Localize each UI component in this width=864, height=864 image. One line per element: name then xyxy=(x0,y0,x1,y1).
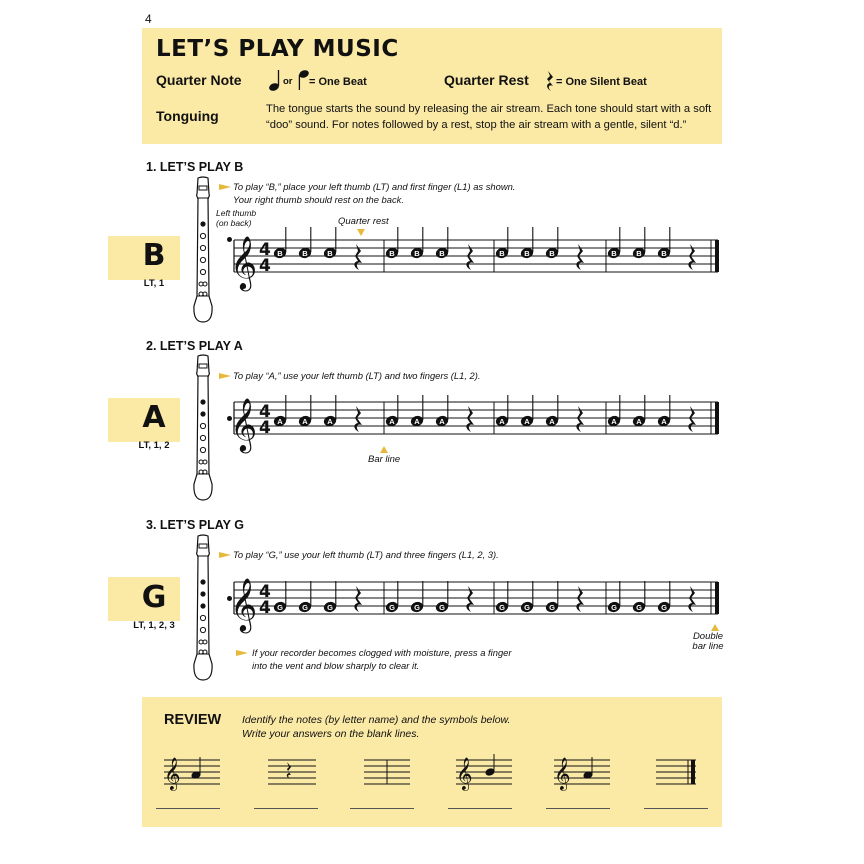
fingering-a: LT, 1, 2 xyxy=(138,440,170,451)
staff-b xyxy=(228,226,724,306)
answer-line-6[interactable] xyxy=(644,808,708,809)
review-item-2 xyxy=(268,760,316,784)
quarter-note-stem-down-icon xyxy=(296,68,310,92)
big-letter-g: G xyxy=(141,580,167,615)
review-item-5 xyxy=(554,757,610,791)
note-letter: G xyxy=(327,602,333,612)
annotation-double-bar-line2: bar line xyxy=(692,641,724,652)
review-item-4 xyxy=(456,754,512,791)
recorder-icon xyxy=(189,354,217,502)
time-signature-top: 4 xyxy=(259,402,271,422)
note-letter: G xyxy=(389,602,395,612)
answer-line-4[interactable] xyxy=(448,808,512,809)
time-signature-top: 4 xyxy=(259,240,271,260)
fingering-b: LT, 1 xyxy=(143,278,165,289)
page-number: 4 xyxy=(145,12,152,26)
note-letter: A xyxy=(389,416,395,426)
answer-line-2[interactable] xyxy=(254,808,318,809)
thumb-note-line1: Left thumb xyxy=(216,208,257,218)
note-letter: B xyxy=(414,248,420,258)
note-letter: A xyxy=(302,416,308,426)
svg-text:𝄞: 𝄞 xyxy=(164,757,181,790)
note-letter: G xyxy=(636,602,642,612)
note-letter: G xyxy=(499,602,505,612)
note-letter: B xyxy=(499,248,505,258)
review-instruction-line1: Identify the notes (by letter name) and the symbols below. xyxy=(242,714,511,726)
note-letter: B xyxy=(439,248,445,258)
tonguing-label: Tonguing xyxy=(156,108,219,124)
note-letter: B xyxy=(636,248,642,258)
staff-g xyxy=(228,568,724,648)
quarter-note-icon xyxy=(268,68,282,92)
note-letter: A xyxy=(277,416,283,426)
annotation-bar-line: Bar line xyxy=(368,454,401,465)
note-letter: G xyxy=(302,602,308,612)
note-letter: A xyxy=(439,416,445,426)
note-letter: B xyxy=(389,248,395,258)
note-letter: B xyxy=(302,248,308,258)
note-letter: G xyxy=(549,602,555,612)
note-letter: G xyxy=(524,602,530,612)
time-signature-bottom: 4 xyxy=(259,598,271,618)
fingering-g: LT, 1, 2, 3 xyxy=(133,620,175,631)
review-symbols xyxy=(160,748,720,798)
note-letter: A xyxy=(611,416,617,426)
annotation-arrow-icon xyxy=(711,624,719,631)
section-title-a: 2. LET’S PLAY A xyxy=(146,339,243,353)
note-letter: G xyxy=(661,602,667,612)
note-letter: A xyxy=(327,416,333,426)
big-letter-a: A xyxy=(142,400,166,435)
quarter-note-label: Quarter Note xyxy=(156,72,242,88)
treble-clef-icon: 𝄞 xyxy=(230,577,258,631)
review-title: REVIEW xyxy=(164,712,222,728)
note-letter: B xyxy=(524,248,530,258)
time-signature-bottom: 4 xyxy=(259,256,271,276)
time-signature-bottom: 4 xyxy=(259,418,271,438)
answer-line-5[interactable] xyxy=(546,808,610,809)
note-letter: A xyxy=(636,416,642,426)
note-letter: B xyxy=(277,248,283,258)
review-item-6 xyxy=(656,760,696,784)
note-letter: B xyxy=(327,248,333,258)
note-letter: A xyxy=(549,416,555,426)
instruction-a-line1: To play “A,” use your left thumb (LT) and two fingers (L1, 2). xyxy=(233,370,481,381)
review-item-3 xyxy=(364,760,410,784)
note-letter: B xyxy=(661,248,667,258)
tip-line1: If your recorder becomes clogged with moisture, press a finger xyxy=(252,647,512,658)
note-letter: G xyxy=(611,602,617,612)
quarter-rest-label: Quarter Rest xyxy=(444,72,529,88)
pointer-arrow-icon xyxy=(219,183,231,191)
instruction-b-line2: Your right thumb should rest on the back. xyxy=(233,194,404,205)
review-item-1 xyxy=(164,757,220,791)
annotation-arrow-icon xyxy=(380,446,388,453)
page-title: LET’S PLAY MUSIC xyxy=(156,36,399,62)
recorder-icon xyxy=(189,534,217,682)
instruction-g-line1: To play “G,” use your left thumb (LT) and three fingers (L1, 2, 3). xyxy=(233,549,499,560)
quarter-note-definition: = One Beat xyxy=(309,76,367,88)
treble-clef-icon: 𝄞 xyxy=(230,235,258,289)
note-letter: G xyxy=(414,602,420,612)
answer-line-1[interactable] xyxy=(156,808,220,809)
staff-a xyxy=(228,388,724,468)
quarter-note-or: or xyxy=(283,76,293,87)
pointer-arrow-icon xyxy=(219,372,231,380)
section-title-b: 1. LET’S PLAY B xyxy=(146,160,244,174)
note-letter: G xyxy=(439,602,445,612)
answer-line-3[interactable] xyxy=(350,808,414,809)
note-letter: A xyxy=(524,416,530,426)
tip-line2: into the vent and blow sharply to clear it. xyxy=(252,660,420,671)
section-title-g: 3. LET’S PLAY G xyxy=(146,518,244,532)
instruction-b-line1: To play “B,” place your left thumb (LT) and first finger (L1) as shown. xyxy=(233,181,516,192)
big-letter-b: B xyxy=(142,238,166,273)
pointer-arrow-icon xyxy=(219,551,231,559)
tonguing-text: The tongue starts the sound by releasing the air stream. Each tone should start with a soft “doo” sound. For notes followed by a rest, stop the air stream with a gentle, silent “d.” xyxy=(266,103,712,131)
quarter-rest-definition: = One Silent Beat xyxy=(556,76,647,88)
time-signature-top: 4 xyxy=(259,582,271,602)
note-letter: B xyxy=(549,248,555,258)
review-instruction xyxy=(242,713,510,741)
recorder-icon xyxy=(189,176,217,324)
svg-text:𝄞: 𝄞 xyxy=(554,757,571,790)
note-letter: A xyxy=(661,416,667,426)
annotation-double-bar-line1: Double xyxy=(692,631,724,642)
note-letter: A xyxy=(414,416,420,426)
annotation-quarter-rest: Quarter rest xyxy=(338,216,389,227)
svg-text:𝄞: 𝄞 xyxy=(456,757,473,790)
note-letter: G xyxy=(277,602,283,612)
treble-clef-icon: 𝄞 xyxy=(230,397,258,451)
note-letter: B xyxy=(611,248,617,258)
pointer-arrow-icon xyxy=(236,649,248,657)
review-instruction-line2: Write your answers on the blank lines. xyxy=(242,728,420,740)
quarter-rest-icon xyxy=(545,70,555,92)
note-letter: A xyxy=(499,416,505,426)
thumb-note-line2: (on back) xyxy=(216,218,252,228)
